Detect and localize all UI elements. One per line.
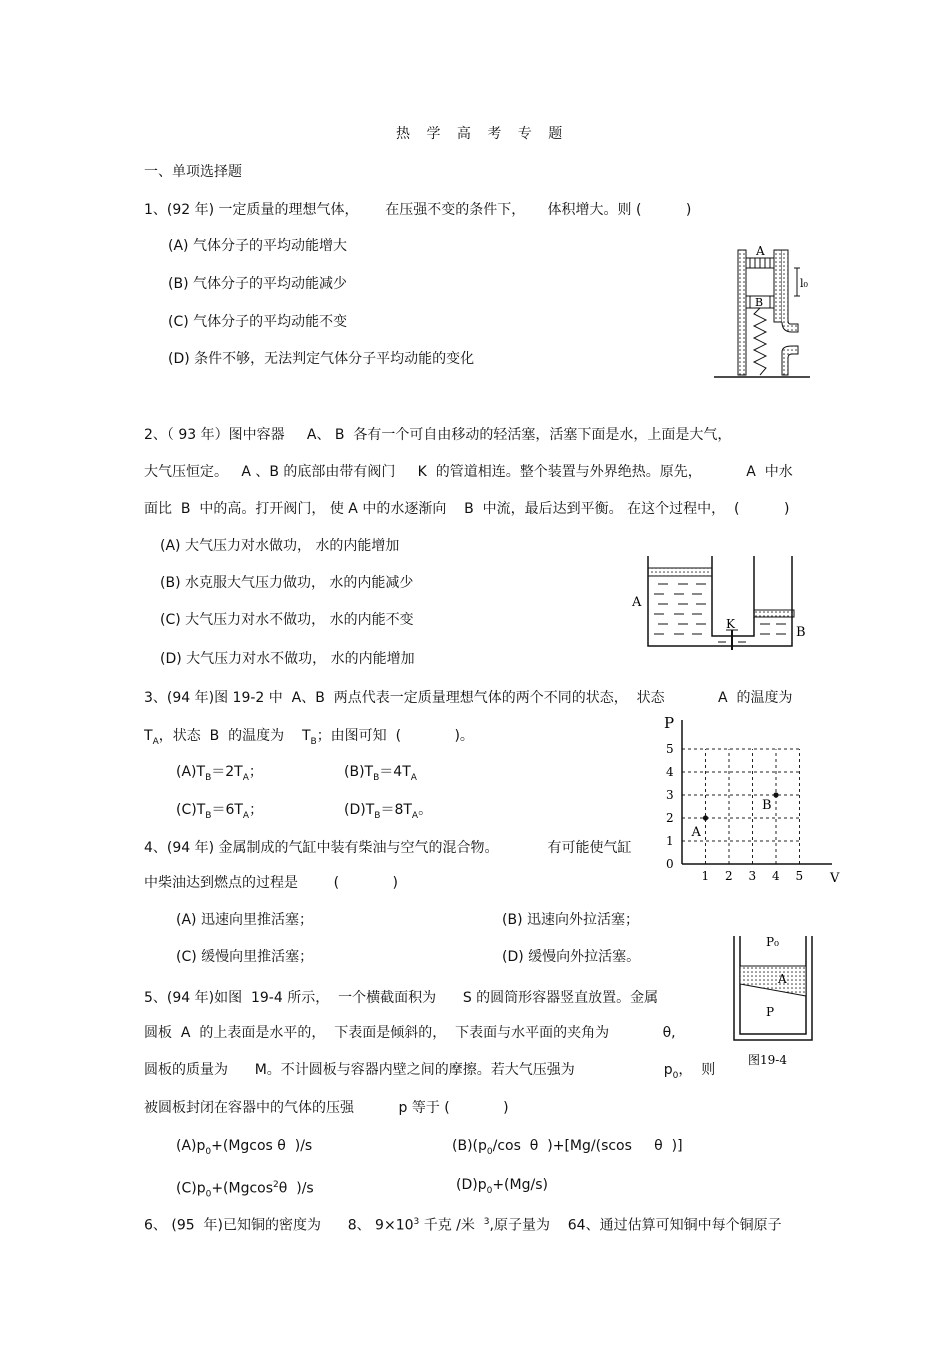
q2-fig-label-b: B (796, 625, 806, 640)
q3-option-a: $(A)T_B=2T_A$； (176, 764, 263, 783)
x-tick-label: 4 (772, 869, 780, 883)
x-axis-label: V (830, 871, 840, 886)
q1-fig-label-b: B (755, 296, 764, 309)
section-heading: 一、单项选择题 (144, 164, 242, 180)
q6-line-1: 6、 (95 年)已知铜的密度为 8、 $9\times 10^3$ 千克 /米 $^3$,原子量为 64、通过估算可知铜中每个铜原子 (144, 1217, 782, 1234)
q2-option-a: (A) 大气压力对水做功， 水的内能增加 (160, 538, 400, 554)
x-tick-label: 3 (748, 869, 757, 883)
q2-option-b: (B) 水克服大气压力做功， 水的内能减少 (160, 575, 414, 591)
q4-option-a: (A) 迅速向里推活塞； (176, 912, 313, 928)
point-a (703, 815, 708, 820)
q3-option-b: $(B)T_B=4T_A$ (344, 764, 417, 783)
q4-line-1: 4、(94 年) 金属制成的气缸中装有柴油与空气的混合物。 有可能使气缸 (144, 840, 632, 856)
x-tick-label: 1 (701, 869, 710, 883)
q5-fig-label-a: A (778, 972, 787, 986)
q2-line-1: 2、（ 93 年）图中容器 A、 B 各有一个可自由移动的轻活塞，活塞下面是水，上面是大气， (144, 427, 732, 443)
q1-figure (710, 240, 820, 382)
q3-line-1: 3、(94 年)图 19-2 中 A、B 两点代表一定质量理想气体的两个不同的状态， 状态 A 的温度为 (144, 690, 793, 706)
page-title: 热 学 高 考 专 题 (396, 126, 569, 142)
q4-option-c: (C) 缓慢向里推活塞； (176, 949, 314, 965)
x-tick-label: 5 (795, 869, 804, 883)
q3-pv-chart (656, 712, 846, 892)
x-tick-label: 2 (725, 869, 733, 883)
q5-option-c: $(C)p_0+(Mgcos^2\theta$ )/s (176, 1180, 314, 1200)
q5-line-1: 5、(94 年)如图 19-4 所示， 一个横截面积为 S 的圆筒形容器竖直放置。金属 (144, 990, 659, 1006)
y-tick-label: 0 (666, 857, 674, 871)
q2-line-3: 面比 B 中的高。打开阀门， 使 A 中的水逐渐向 B 中流，最后达到平衡。 在这个过程中， ( ) (144, 501, 790, 517)
q1-option-c: (C) 气体分子的平均动能不变 (168, 314, 348, 330)
point-label-b: B (762, 798, 772, 813)
q1-fig-label-l: l₀ (800, 277, 808, 290)
q5-option-a: $(A)p_0+(Mgcos$ θ )/s (176, 1138, 313, 1157)
q2-option-d: (D) 大气压力对水不做功， 水的内能增加 (160, 651, 415, 667)
q1-option-d: (D) 条件不够，无法判定气体分子平均动能的变化 (168, 351, 475, 367)
y-tick-label: 1 (666, 834, 674, 848)
q4-option-b: (B) 迅速向外拉活塞； (502, 912, 639, 928)
q5-fig-caption: 图19-4 (748, 1053, 787, 1067)
q1-option-b: (B) 气体分子的平均动能减少 (168, 276, 347, 292)
q4-option-d: (D) 缓慢向外拉活塞。 (502, 949, 641, 965)
q2-line-2: 大气压恒定。 A 、B 的底部由带有阀门 K 的管道相连。整个装置与外界绝热。原先， A 中水 (144, 464, 793, 480)
point-label-a: A (691, 825, 701, 840)
q5-fig-label-p: P (766, 1005, 775, 1019)
q2-option-c: (C) 大气压力对水不做功， 水的内能不变 (160, 612, 414, 628)
q1-stem: 1、(92 年) 一定质量的理想气体， 在压强不变的条件下， 体积增大。则 ( ) (144, 202, 692, 218)
q4-line-2: 中柴油达到燃点的过程是 ( ) (144, 875, 398, 891)
y-tick-label: 4 (666, 765, 674, 779)
q5-line-3: 圆板的质量为 M。不计圆板与容器内壁之间的摩擦。若大气压强为 $p_0$， 则 (144, 1062, 716, 1081)
y-tick-label: 2 (666, 811, 674, 825)
q3-line-2: $T_A$，状态 B 的温度为 $T_B$；由图可知 ( )。 (144, 728, 474, 747)
q2-fig-label-k: K (726, 617, 735, 631)
q5-line-4: 被圆板封闭在容器中的气体的压强 p 等于 ( ) (144, 1100, 509, 1116)
q1-option-a: (A) 气体分子的平均动能增大 (168, 238, 347, 254)
q5-fig-label-p0: P₀ (766, 935, 779, 949)
point-b (773, 792, 778, 797)
y-tick-label: 3 (666, 788, 674, 802)
q2-fig-label-a: A (632, 595, 642, 610)
q5-line-2: 圆板 A 的上表面是水平的， 下表面是倾斜的， 下表面与水平面的夹角为 θ, (144, 1025, 676, 1041)
q3-option-c: $(C)T_B=6T_A$； (176, 802, 264, 821)
q5-option-d: $(D)p_0+(Mg/s)$ (456, 1177, 548, 1196)
y-axis-label: P (664, 714, 675, 732)
q1-fig-label-a: A (756, 244, 765, 258)
q5-option-b: $(B)(p_0/\cos$ θ )+[Mg/(scos θ )] (452, 1138, 683, 1157)
q2-figure (630, 550, 810, 650)
q5-figure (726, 930, 826, 1075)
y-tick-label: 5 (666, 742, 674, 756)
q3-option-d: $(D)T_B=8T_A$。 (344, 802, 433, 821)
